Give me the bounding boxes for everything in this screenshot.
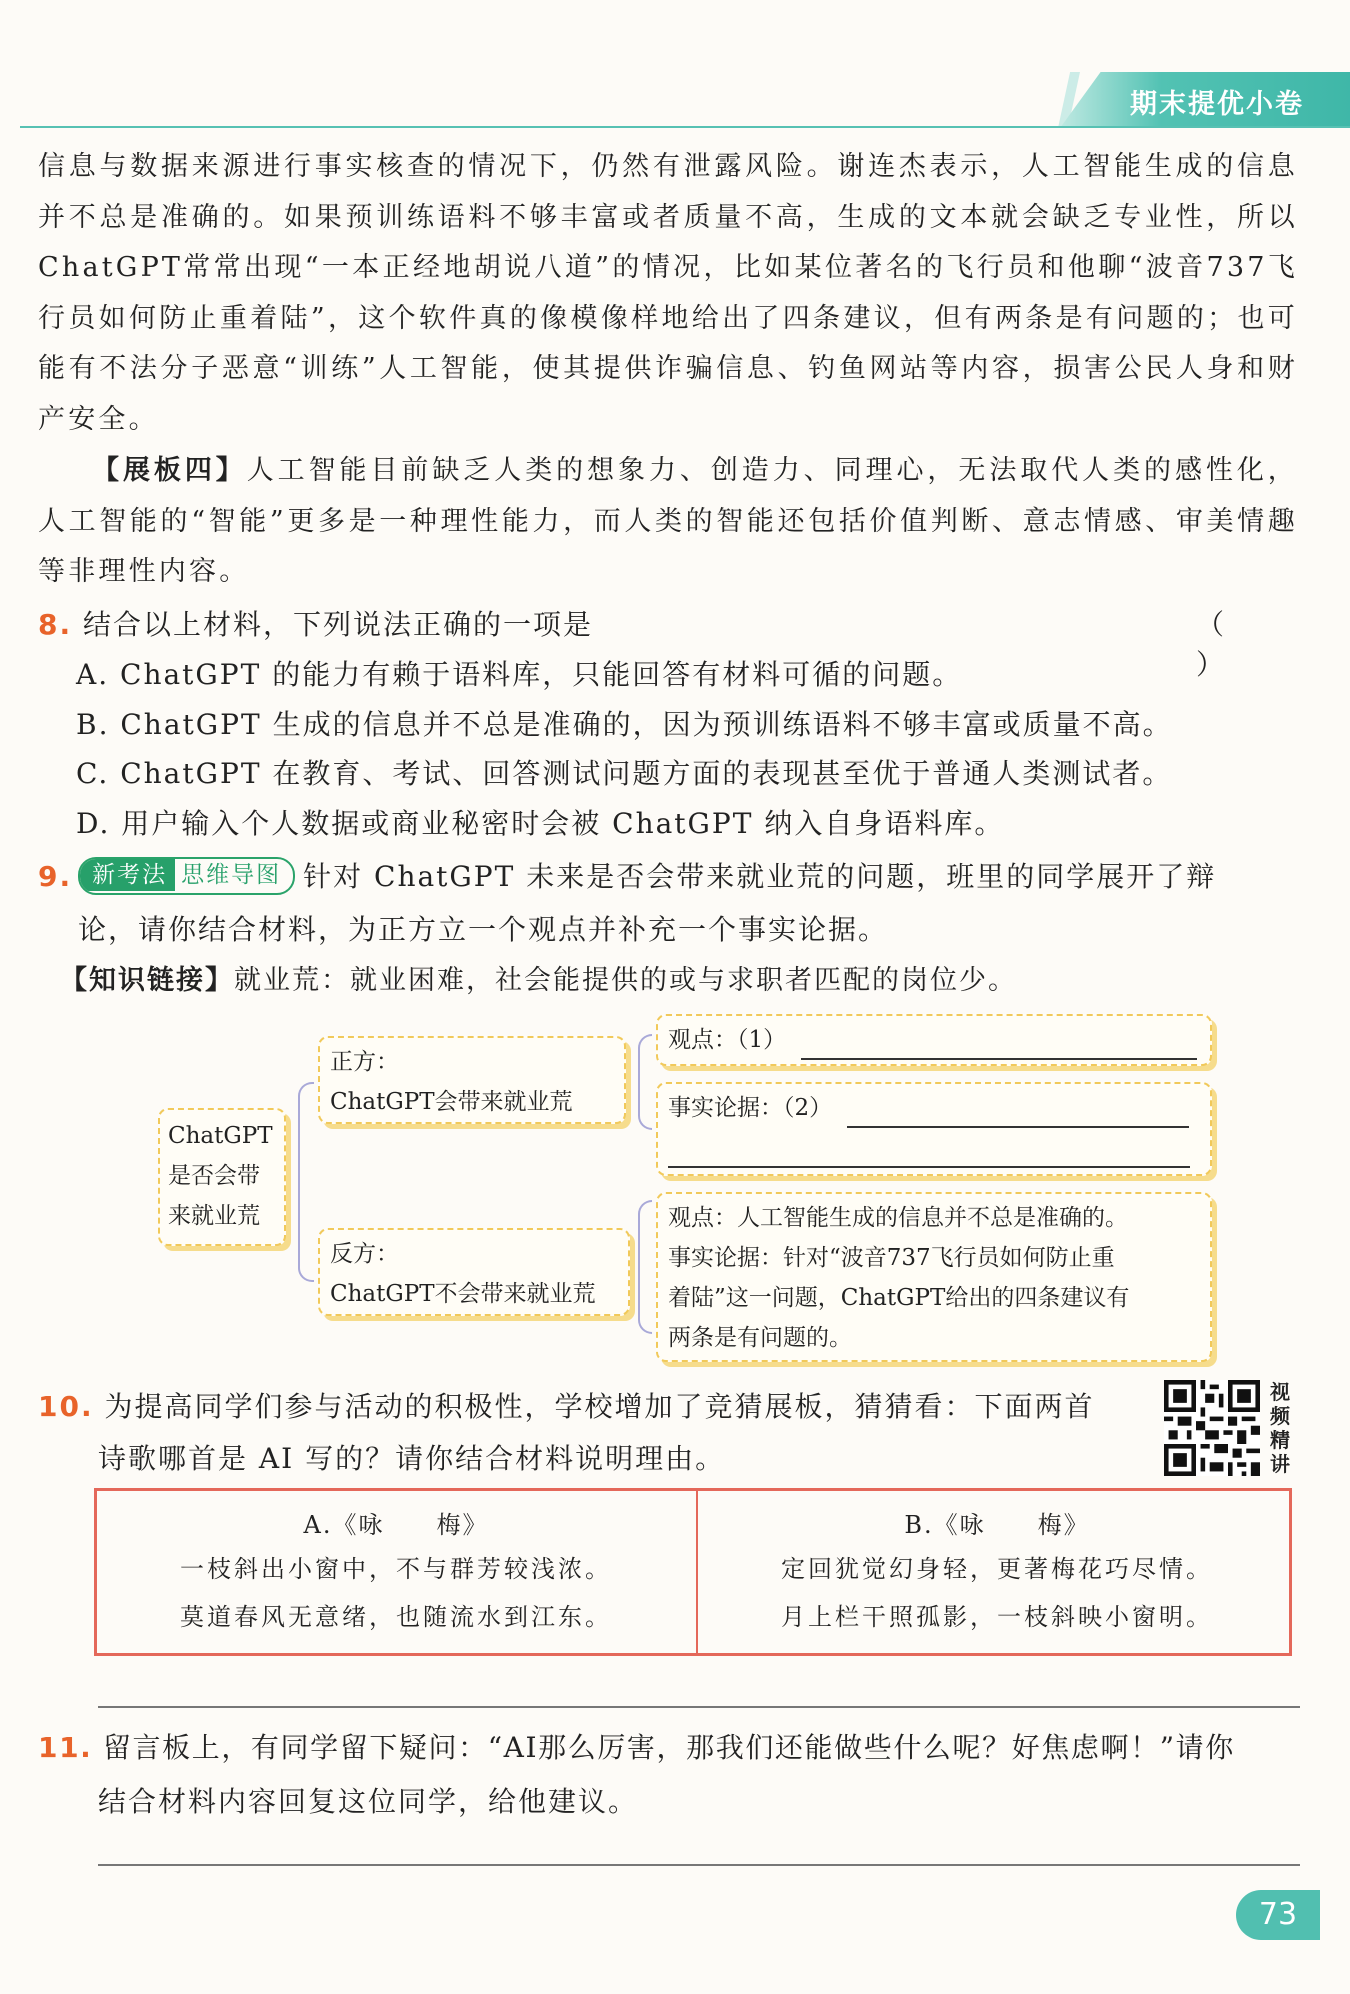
answer-bracket[interactable]: （ ） bbox=[1196, 608, 1261, 681]
badge-left: 新考法 bbox=[80, 859, 175, 891]
con-line: 两条是有问题的。 bbox=[668, 1325, 852, 1351]
pro-title: 正方： bbox=[330, 1049, 399, 1075]
pro-side-box bbox=[318, 1036, 626, 1124]
passage-paragraph-2 bbox=[38, 446, 1298, 598]
question-text-line-2: 论，请你结合材料，为正方立一个观点并补充一个事实论据。 bbox=[78, 913, 889, 946]
con-side-box bbox=[318, 1228, 630, 1316]
poem-a-title: A.《咏 梅》 bbox=[303, 1511, 489, 1539]
answer-blank-3[interactable] bbox=[668, 1166, 1190, 1168]
root-line: 来就业荒 bbox=[168, 1203, 260, 1229]
root-line: ChatGPT bbox=[168, 1123, 273, 1149]
passage-paragraph-1: 信息与数据来源进行事实核查的情况下，仍然有泄露风险。谢连杰表示，人工智能生成的信息并不总是准确的。如果预训练语料不够丰富或者质量不高，生成的文本就会缺乏专业性，所以ChatGPT常常出现“一本正经地胡说八道”的情况，比如某位著名的飞行员和他聊“波音737飞行员如何防止重着陆”，这个软件真的像模像样地给出了四条建议，但有两条是有问题的；也可能有不法分子恶意“训练”人工智能，使其提供诈骗信息、钓鱼网站等内容，损害公民人身和财产安全。 bbox=[38, 151, 1298, 435]
con-line: 着陆”这一问题，ChatGPT给出的四条建议有 bbox=[668, 1285, 1130, 1311]
poem-a-line-1: 一枝斜出小窗中，不与群芳较浅浓。 bbox=[180, 1555, 612, 1583]
option-d[interactable]: D. 用户输入个人数据或商业秘密时会被 ChatGPT 纳入自身语料库。 bbox=[76, 807, 1005, 840]
con-line: 观点：人工智能生成的信息并不总是准确的。 bbox=[668, 1205, 1128, 1231]
pro-viewpoint-label: 观点：（1） bbox=[668, 1027, 787, 1053]
exhibit-label: 【展板四】 bbox=[92, 455, 247, 486]
pro-fact-box[interactable] bbox=[656, 1082, 1212, 1176]
option-b[interactable]: B. ChatGPT 生成的信息并不总是准确的，因为预训练语料不够丰富或质量不高。 bbox=[76, 708, 1173, 741]
page-number: 73 bbox=[1236, 1890, 1320, 1940]
question-text-line-1: 为提高同学们参与活动的积极性，学校增加了竞猜展板，猜猜看：下面两首 bbox=[104, 1390, 1095, 1423]
poem-b-title: B.《咏 梅》 bbox=[904, 1511, 1090, 1539]
answer-blank-1[interactable] bbox=[801, 1058, 1197, 1060]
exhibit-text: 人工智能目前缺乏人类的想象力、创造力、同理心，无法取代人类的感性化，人工智能的“智能”更多是一种理性能力，而人类的智能还包括价值判断、意志情感、审美情趣等非理性内容。 bbox=[38, 455, 1298, 587]
con-text: ChatGPT不会带来就业荒 bbox=[330, 1281, 596, 1307]
poem-a-line-2: 莫道春风无意绪，也随流水到江东。 bbox=[180, 1603, 612, 1631]
header-title: 期末提优小卷 bbox=[1130, 89, 1304, 120]
question-text-line-2: 诗歌哪首是 AI 写的？请你结合材料说明理由。 bbox=[98, 1442, 726, 1475]
knowledge-link-label: 【知识链接】 bbox=[60, 965, 234, 996]
qr-label: 视频精讲 bbox=[1270, 1380, 1290, 1476]
question-number: 11. bbox=[38, 1731, 93, 1764]
new-method-badge bbox=[78, 857, 295, 895]
qr-code-icon[interactable] bbox=[1164, 1380, 1260, 1476]
badge-right: 思维导图 bbox=[181, 861, 282, 888]
poem-table bbox=[94, 1488, 1292, 1656]
pro-fact-label: 事实论据：（2） bbox=[668, 1095, 833, 1121]
mindmap-root bbox=[158, 1108, 286, 1246]
root-line: 是否会带 bbox=[168, 1163, 260, 1189]
pro-viewpoint-box[interactable] bbox=[656, 1014, 1212, 1066]
poem-b-line-1: 定回犹觉幻身轻，更著梅花巧尽情。 bbox=[781, 1555, 1213, 1583]
poem-b-line-2: 月上栏干照孤影，一枝斜映小窗明。 bbox=[781, 1603, 1213, 1631]
question-text-line-1: 针对 ChatGPT 未来是否会带来就业荒的问题，班里的同学展开了辩 bbox=[303, 860, 1217, 893]
con-line: 事实论据：针对“波音737飞行员如何防止重 bbox=[668, 1245, 1115, 1271]
knowledge-link bbox=[60, 958, 1017, 997]
root-brace bbox=[298, 1082, 314, 1282]
question-10-stem bbox=[38, 1385, 1095, 1425]
question-number: 8. bbox=[38, 608, 73, 641]
pro-brace bbox=[638, 1034, 652, 1130]
answer-line-q10[interactable] bbox=[98, 1706, 1300, 1708]
question-8-stem bbox=[38, 603, 593, 643]
answer-line-q11[interactable] bbox=[98, 1864, 1300, 1866]
option-a[interactable]: A. ChatGPT 的能力有赖于语料库，只能回答有材料可循的问题。 bbox=[76, 658, 963, 691]
poem-b bbox=[698, 1491, 1296, 1641]
con-title: 反方： bbox=[330, 1241, 399, 1267]
question-text-line-1: 留言板上，有同学留下疑问：“AI那么厉害，那我们还能做些什么呢？好焦虑啊！”请你 bbox=[102, 1731, 1235, 1764]
con-detail-box bbox=[656, 1192, 1212, 1362]
pro-text: ChatGPT会带来就业荒 bbox=[330, 1089, 573, 1115]
option-c[interactable]: C. ChatGPT 在教育、考试、回答测试问题方面的表现甚至优于普通人类测试者。 bbox=[76, 757, 1173, 790]
question-11-stem bbox=[38, 1726, 1235, 1766]
con-brace bbox=[638, 1200, 652, 1334]
question-number: 9. bbox=[38, 860, 73, 893]
question-9-stem bbox=[38, 855, 1216, 901]
question-number: 10. bbox=[38, 1390, 94, 1423]
question-text: 结合以上材料，下列说法正确的一项是 bbox=[83, 608, 594, 641]
question-text-line-2: 结合材料内容回复这位同学，给他建议。 bbox=[98, 1785, 639, 1818]
header-rule bbox=[20, 126, 1350, 128]
knowledge-link-text: 就业荒：就业困难，社会能提供的或与求职者匹配的岗位少。 bbox=[234, 965, 1017, 996]
poem-a bbox=[97, 1491, 695, 1641]
